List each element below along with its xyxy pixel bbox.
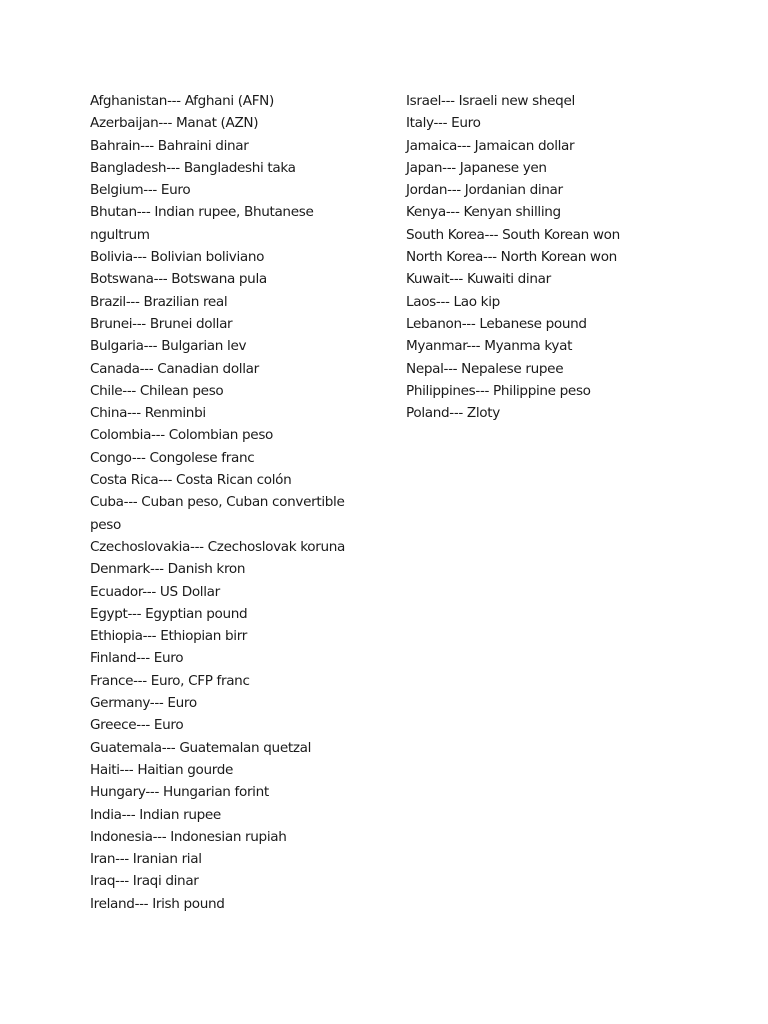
currency-entry: Israel--- Israeli new sheqel: [406, 93, 575, 109]
currency-entry: Iraq--- Iraqi dinar: [90, 873, 199, 890]
currency-entry: Greece--- Euro: [90, 717, 184, 734]
currency-entry: Czechoslovakia--- Czechoslovak koruna: [90, 538, 346, 555]
currency-entry: Bulgaria--- Bulgarian lev: [90, 338, 247, 355]
currency-entry: China--- Renminbi: [90, 405, 206, 422]
currency-entry: Chile--- Chilean peso: [90, 382, 224, 399]
currency-entry: Lebanon--- Lebanese pound: [406, 315, 587, 332]
currency-entry: Ethiopia--- Ethiopian birr: [90, 628, 247, 645]
currency-entry: Haiti--- Haitian gourde: [90, 761, 234, 778]
currency-entry: Bangladesh--- Bangladeshi taka: [90, 159, 296, 176]
currency-entry: Azerbaijan--- Manat (AZN): [90, 115, 259, 132]
currency-entry: Canada--- Canadian dollar: [90, 360, 259, 377]
currency-entry: Brazil--- Brazilian real: [90, 293, 228, 310]
currency-entry: Afghanistan--- Afghani (AFN): [90, 93, 274, 109]
left-currency-list: [90, 90, 362, 915]
currency-entry: Colombia--- Colombian peso: [90, 427, 274, 444]
currency-entry: Poland--- Zloty: [406, 405, 500, 422]
currency-entry: Myanmar--- Myanma kyat: [406, 338, 573, 355]
currency-entry: Jamaica--- Jamaican dollar: [406, 137, 575, 154]
currency-entry: Belgium--- Euro: [90, 182, 191, 199]
currency-entry: Cuba--- Cuban peso, Cuban convertible peso: [90, 494, 345, 533]
currency-entry: India--- Indian rupee: [90, 806, 221, 823]
currency-entry: Ecuador--- US Dollar: [90, 583, 220, 600]
currency-entry: Bolivia--- Bolivian boliviano: [90, 249, 265, 266]
currency-entry: Guatemala--- Guatemalan quetzal: [90, 739, 312, 756]
currency-entry: Kenya--- Kenyan shilling: [406, 204, 561, 221]
currency-entry: North Korea--- North Korean won: [406, 249, 617, 266]
currency-entry: Botswana--- Botswana pula: [90, 271, 267, 288]
currency-entry: Bhutan--- Indian rupee, Bhutanese ngultrum: [90, 204, 314, 243]
currency-entry: Japan--- Japanese yen: [406, 159, 547, 176]
currency-entry: Germany--- Euro: [90, 695, 197, 712]
right-currency-list: [406, 90, 696, 424]
currency-entry: Jordan--- Jordanian dinar: [406, 182, 563, 199]
currency-entry: Ireland--- Irish pound: [90, 895, 225, 912]
currency-entry: South Korea--- South Korean won: [406, 226, 620, 243]
currency-entry: Bahrain--- Bahraini dinar: [90, 137, 249, 154]
currency-entry: Hungary--- Hungarian forint: [90, 784, 269, 801]
currency-entry: Iran--- Iranian rial: [90, 851, 202, 868]
currency-entry: Nepal--- Nepalese rupee: [406, 360, 564, 377]
currency-entry: Congo--- Congolese franc: [90, 449, 255, 466]
currency-entry: Italy--- Euro: [406, 115, 481, 132]
currency-entry: Finland--- Euro: [90, 650, 184, 667]
currency-entry: Costa Rica--- Costa Rican colón: [90, 472, 292, 489]
currency-entry: Indonesia--- Indonesian rupiah: [90, 828, 287, 845]
currency-entry: Egypt--- Egyptian pound: [90, 605, 248, 622]
currency-entry: Laos--- Lao kip: [406, 293, 500, 310]
currency-entry: Denmark--- Danish kron: [90, 561, 246, 578]
currency-entry: Philippines--- Philippine peso: [406, 382, 591, 399]
currency-entry: Kuwait--- Kuwaiti dinar: [406, 271, 551, 288]
currency-entry: Brunei--- Brunei dollar: [90, 315, 233, 332]
currency-entry: France--- Euro, CFP franc: [90, 672, 250, 689]
